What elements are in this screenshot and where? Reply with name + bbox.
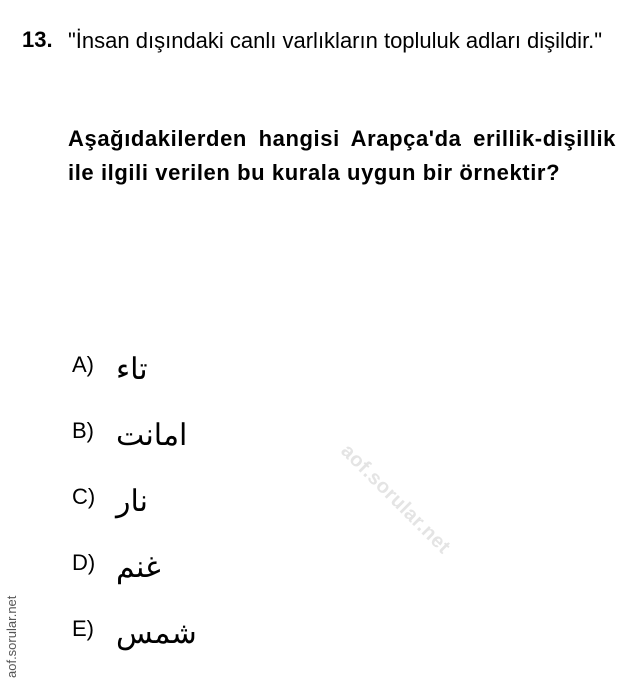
option-e-text: شمس (116, 616, 197, 651)
question-stem: "İnsan dışındaki canlı varlıkların topluluk adları dişildir." (68, 28, 603, 53)
option-e-letter: E) (72, 616, 94, 641)
option-c-text: نار (116, 484, 148, 519)
question-prompt: Aşağıdakilerden hangisi Arapça'da erillik-dişillik ile ilgili verilen bu kurala uygun bir örnektir? (68, 126, 616, 185)
option-a-letter: A) (72, 352, 94, 377)
watermark-center: aof.sorular.net (336, 440, 455, 559)
option-c-letter: C) (72, 484, 96, 509)
option-b-text: امانت (116, 418, 188, 453)
option-d[interactable] (72, 550, 272, 600)
option-a-text: تاء (116, 352, 148, 387)
option-d-letter: D) (72, 550, 96, 575)
option-e[interactable] (72, 616, 272, 666)
question-number: 13. (22, 27, 53, 52)
option-c[interactable] (72, 484, 272, 534)
option-a[interactable] (72, 352, 272, 402)
option-b[interactable] (72, 418, 272, 468)
option-b-letter: B) (72, 418, 94, 443)
watermark-side: aof.sorular.net (4, 595, 19, 678)
option-d-text: غنم (116, 550, 161, 585)
